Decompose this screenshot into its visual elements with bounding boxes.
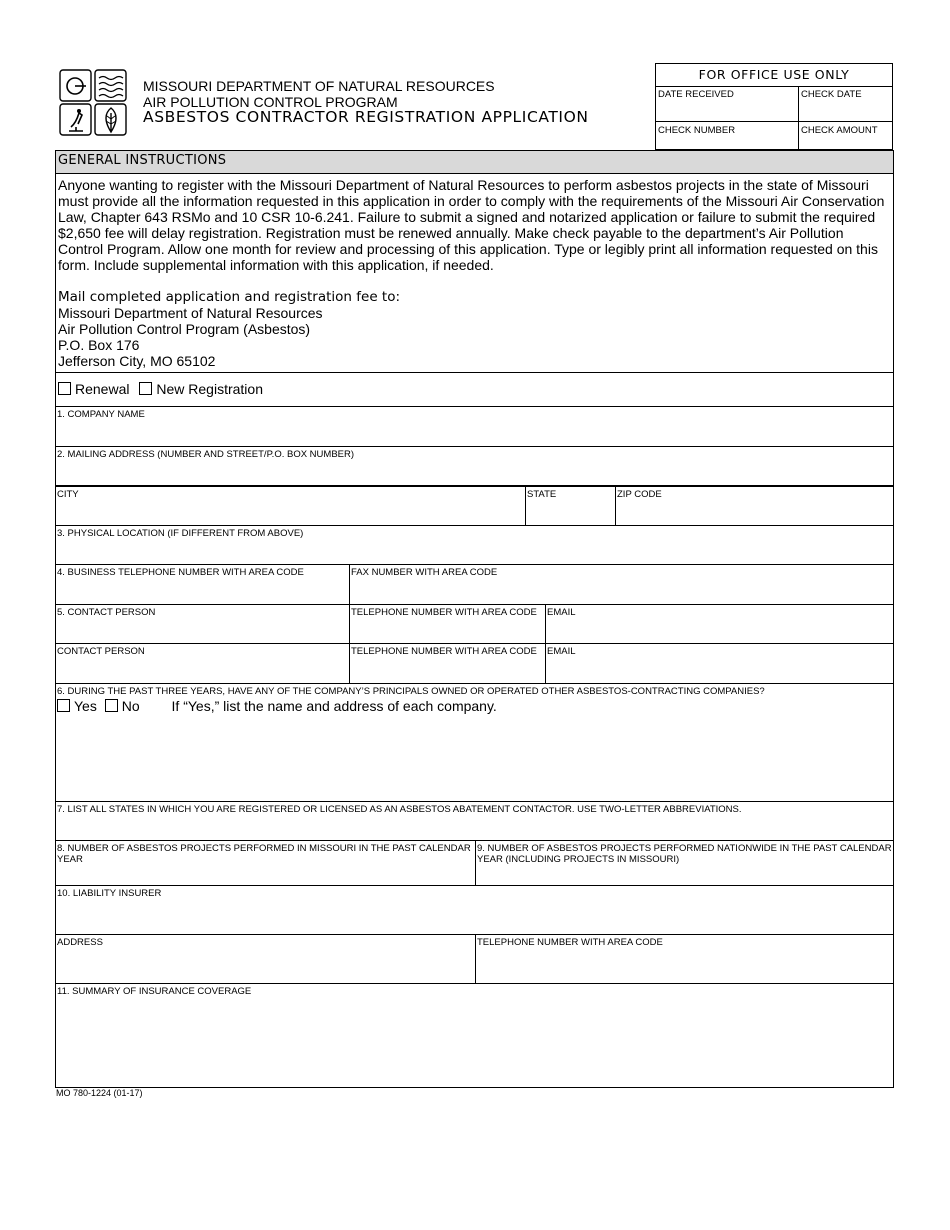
company-name-row bbox=[56, 407, 893, 447]
contact-email-2-field[interactable]: EMAIL bbox=[545, 644, 893, 683]
contact-person-field[interactable]: 5. CONTACT PERSON bbox=[57, 607, 156, 618]
form-title: ASBESTOS CONTRACTOR REGISTRATION APPLICATION bbox=[143, 108, 589, 126]
business-phone-field[interactable]: 4. BUSINESS TELEPHONE NUMBER WITH AREA CODE bbox=[57, 567, 304, 578]
insurer-address-field[interactable]: ADDRESS bbox=[57, 937, 103, 948]
q6-hint: If “Yes,” list the name and address of each company. bbox=[171, 698, 497, 714]
liability-insurer-row bbox=[56, 886, 893, 935]
check-date-field[interactable]: CHECK DATE bbox=[799, 86, 892, 122]
insurer-phone-field[interactable]: TELEPHONE NUMBER WITH AREA CODE bbox=[475, 935, 893, 983]
contact-person-2-field[interactable]: CONTACT PERSON bbox=[57, 646, 145, 657]
mail-line: Jefferson City, MO 65102 bbox=[58, 353, 216, 369]
physical-location-field[interactable]: 3. PHYSICAL LOCATION (IF DIFFERENT FROM ABOVE) bbox=[57, 528, 304, 539]
application-form bbox=[55, 150, 894, 1088]
mail-line: Air Pollution Control Program (Asbestos) bbox=[58, 321, 311, 337]
company-name-field[interactable]: 1. COMPANY NAME bbox=[57, 409, 145, 420]
contact-phone-2-field[interactable]: TELEPHONE NUMBER WITH AREA CODE bbox=[349, 644, 545, 683]
fax-field[interactable]: FAX NUMBER WITH AREA CODE bbox=[349, 565, 893, 604]
insurer-address-row bbox=[56, 935, 893, 984]
question-6-field[interactable] bbox=[56, 684, 893, 801]
mailing-address-field[interactable]: 2. MAILING ADDRESS (NUMBER AND STREET/P.O. BOX NUMBER) bbox=[57, 449, 355, 460]
new-registration-label: New Registration bbox=[156, 381, 263, 397]
physical-location-row bbox=[56, 526, 893, 565]
program-name: AIR POLLUTION CONTROL PROGRAM bbox=[143, 94, 398, 110]
city-state-zip-row bbox=[56, 487, 893, 526]
mail-line: Missouri Department of Natural Resources bbox=[58, 305, 323, 321]
instructions-section bbox=[56, 174, 893, 373]
question-6-label: 6. DURING THE PAST THREE YEARS, HAVE ANY OF THE COMPANY’S PRINCIPALS OWNED OR OPERATED OTHER ASBESTOS-CONTRACTING COMPANIES? bbox=[57, 686, 765, 697]
office-use-box bbox=[655, 63, 893, 150]
contact-phone-field[interactable]: TELEPHONE NUMBER WITH AREA CODE bbox=[349, 605, 545, 643]
mail-line: P.O. Box 176 bbox=[58, 337, 140, 353]
instructions-heading: GENERAL INSTRUCTIONS bbox=[56, 151, 893, 174]
zip-code-field[interactable]: ZIP CODE bbox=[615, 487, 893, 525]
registered-states-field[interactable]: 7. LIST ALL STATES IN WHICH YOU ARE REGISTERED OR LICENSED AS AN ASBESTOS ABATEMENT CONTACTOR. USE TWO-LETTER ABBREVIATIONS. bbox=[57, 804, 742, 815]
question-6-row bbox=[56, 684, 893, 802]
registration-type-row bbox=[56, 373, 893, 407]
nationwide-projects-field[interactable]: 9. NUMBER OF ASBESTOS PROJECTS PERFORMED NATIONWIDE IN THE PAST CALENDAR YEAR (INCLUDING PROJECTS IN MISSOURI) bbox=[475, 841, 893, 885]
contact2-row bbox=[56, 644, 893, 684]
department-name: MISSOURI DEPARTMENT OF NATURAL RESOURCES bbox=[143, 78, 495, 94]
question-7-row bbox=[56, 802, 893, 841]
business-phone-row bbox=[56, 565, 893, 605]
date-received-field[interactable]: DATE RECEIVED bbox=[656, 86, 799, 122]
renewal-label: Renewal bbox=[75, 381, 130, 397]
instructions-paragraph: Anyone wanting to register with the Missouri Department of Natural Resources to perform asbestos projects in the state of Missouri must provide all the information requested in this application in order to comply with the requirements of the Missouri Air Conservation Law, Chapter 643 RSMo and 10 CSR 10-6.241. Failure to submit a signed and notarized application or failure to submit the required $2,650 fee will delay registration. Registration must be renewed annually. Make check payable to the department’s Air Pollution Control Program. Allow one month for review and processing of this application. Type or legibly print all information requested on this form. Include supplemental information with this application, if needed. bbox=[58, 177, 885, 273]
mailing-address-row bbox=[56, 447, 893, 487]
city-field[interactable]: CITY bbox=[57, 489, 79, 500]
renewal-checkbox[interactable] bbox=[58, 382, 71, 395]
q6-no-label: No bbox=[121, 698, 140, 714]
q6-yes-label: Yes bbox=[74, 698, 97, 714]
insurance-summary-field[interactable]: 11. SUMMARY OF INSURANCE COVERAGE bbox=[57, 986, 252, 997]
contact-email-field[interactable]: EMAIL bbox=[545, 605, 893, 643]
liability-insurer-field[interactable]: 10. LIABILITY INSURER bbox=[57, 888, 162, 899]
q6-yes-checkbox[interactable] bbox=[57, 699, 70, 712]
new-registration-checkbox[interactable] bbox=[139, 382, 152, 395]
q6-no-checkbox[interactable] bbox=[105, 699, 118, 712]
office-use-title: FOR OFFICE USE ONLY bbox=[656, 64, 892, 87]
projects-row bbox=[56, 841, 893, 886]
missouri-projects-field[interactable]: 8. NUMBER OF ASBESTOS PROJECTS PERFORMED IN MISSOURI IN THE PAST CALENDAR YEAR bbox=[57, 843, 471, 865]
insurance-summary-row bbox=[56, 984, 893, 1087]
form-number: MO 780-1224 (01-17) bbox=[56, 1088, 143, 1098]
mail-heading: Mail completed application and registration fee to: bbox=[58, 289, 401, 305]
check-number-field[interactable]: CHECK NUMBER bbox=[656, 122, 799, 149]
check-amount-field[interactable]: CHECK AMOUNT bbox=[801, 125, 878, 136]
state-field[interactable]: STATE bbox=[525, 487, 615, 525]
dnr-logo-icon bbox=[59, 69, 128, 136]
contact1-row bbox=[56, 605, 893, 644]
